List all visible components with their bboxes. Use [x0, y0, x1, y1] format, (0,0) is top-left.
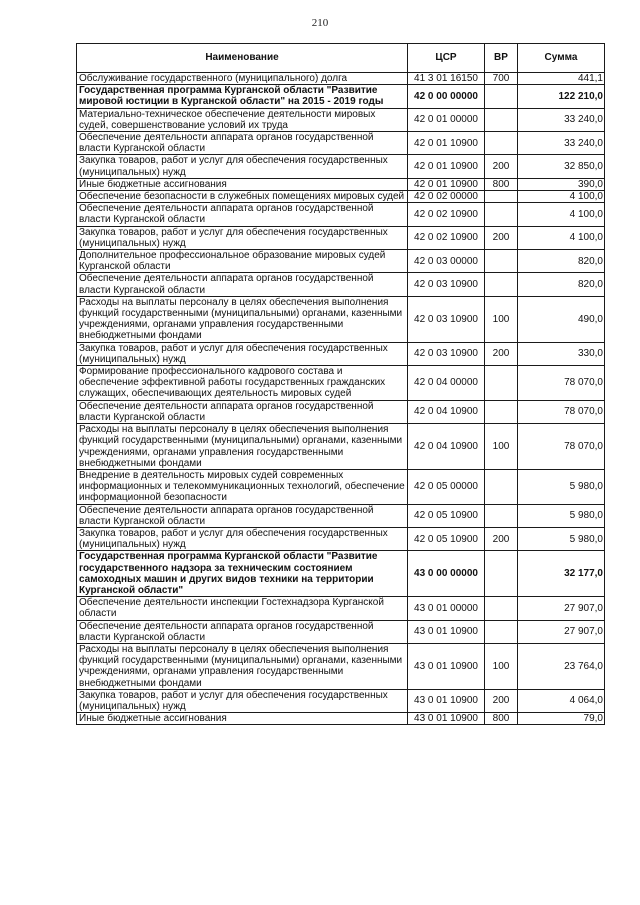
table-row: [77, 366, 605, 401]
row-sum-cell: 820,0: [518, 273, 605, 296]
row-name-cell: Государственная программа Курганской области "Развитие государственного надзора за техническим состоянием самоходных машин и других видов техники на территории Курганской области": [77, 551, 408, 597]
row-csr-cell: 42 0 03 10900: [408, 273, 485, 296]
row-vr-cell: 700: [485, 73, 518, 85]
row-sum-cell: 27 907,0: [518, 620, 605, 643]
row-name-cell: Обеспечение деятельности аппарата органов государственной власти Курганской области: [77, 504, 408, 527]
table-row: [77, 273, 605, 296]
row-csr-cell: 42 0 04 10900: [408, 424, 485, 470]
row-name-cell: Дополнительное профессиональное образование мировых судей Курганской области: [77, 250, 408, 273]
row-sum-cell: 390,0: [518, 178, 605, 190]
row-sum-cell: 5 980,0: [518, 504, 605, 527]
row-csr-cell: 42 0 03 10900: [408, 296, 485, 342]
row-vr-cell: [485, 132, 518, 155]
table-row: [77, 342, 605, 365]
table-row: [77, 689, 605, 712]
row-csr-cell: 43 0 01 00000: [408, 597, 485, 620]
row-sum-cell: 4 100,0: [518, 226, 605, 249]
program-row: [77, 85, 605, 108]
table-row: [77, 597, 605, 620]
row-vr-cell: 200: [485, 342, 518, 365]
row-sum-cell: 33 240,0: [518, 132, 605, 155]
row-sum-cell: 490,0: [518, 296, 605, 342]
table-row: [77, 504, 605, 527]
row-sum-cell: 78 070,0: [518, 366, 605, 401]
row-sum-cell: 441,1: [518, 73, 605, 85]
row-name-cell: Внедрение в деятельность мировых судей современных информационных и телекоммуникационных технологий, обеспечение информационной безопасности: [77, 469, 408, 504]
row-csr-cell: 42 0 01 10900: [408, 132, 485, 155]
table-row: [77, 424, 605, 470]
row-csr-cell: 42 0 03 00000: [408, 250, 485, 273]
row-name-cell: Обеспечение деятельности аппарата органов государственной власти Курганской области: [77, 132, 408, 155]
row-vr-cell: [485, 203, 518, 226]
row-csr-cell: 42 0 02 10900: [408, 226, 485, 249]
row-name-cell: Иные бюджетные ассигнования: [77, 178, 408, 190]
row-vr-cell: [485, 85, 518, 108]
row-sum-cell: 5 980,0: [518, 469, 605, 504]
row-name-cell: Обслуживание государственного (муниципального) долга: [77, 73, 408, 85]
row-name-cell: Обеспечение деятельности аппарата органов государственной власти Курганской области: [77, 620, 408, 643]
column-header-csr: ЦСР: [408, 44, 485, 73]
row-csr-cell: 42 0 03 10900: [408, 342, 485, 365]
row-sum-cell: 122 210,0: [518, 85, 605, 108]
row-vr-cell: [485, 620, 518, 643]
row-csr-cell: 42 0 00 00000: [408, 85, 485, 108]
table-row: [77, 203, 605, 226]
row-vr-cell: [485, 366, 518, 401]
program-row: [77, 551, 605, 597]
row-vr-cell: [485, 108, 518, 131]
row-csr-cell: 42 0 01 10900: [408, 178, 485, 190]
row-vr-cell: [485, 551, 518, 597]
row-sum-cell: 4 100,0: [518, 203, 605, 226]
table-row: [77, 226, 605, 249]
row-vr-cell: [485, 504, 518, 527]
row-sum-cell: 32 850,0: [518, 155, 605, 178]
row-vr-cell: 800: [485, 713, 518, 725]
table-row: [77, 132, 605, 155]
row-vr-cell: 200: [485, 226, 518, 249]
row-vr-cell: 200: [485, 155, 518, 178]
table-header-row: [77, 44, 605, 73]
row-sum-cell: 23 764,0: [518, 643, 605, 689]
row-vr-cell: [485, 191, 518, 203]
row-name-cell: Закупка товаров, работ и услуг для обеспечения государственных (муниципальных) нужд: [77, 689, 408, 712]
row-csr-cell: 42 0 05 00000: [408, 469, 485, 504]
table-row: [77, 108, 605, 131]
row-sum-cell: 27 907,0: [518, 597, 605, 620]
table-row: [77, 155, 605, 178]
row-name-cell: Закупка товаров, работ и услуг для обеспечения государственных (муниципальных) нужд: [77, 527, 408, 550]
row-name-cell: Формирование профессионального кадрового состава и обеспечение эффективной работы государственных гражданских служащих, обеспечивающих деятельность мировых судей: [77, 366, 408, 401]
row-sum-cell: 330,0: [518, 342, 605, 365]
row-csr-cell: 42 0 01 10900: [408, 155, 485, 178]
table-row: [77, 296, 605, 342]
row-sum-cell: 4 064,0: [518, 689, 605, 712]
row-name-cell: Расходы на выплаты персоналу в целях обеспечения выполнения функций государственными (муниципальными) органами, казенными учреждениями, органами управления государственными внебюджетными фондами: [77, 424, 408, 470]
row-vr-cell: [485, 273, 518, 296]
row-vr-cell: 100: [485, 296, 518, 342]
table-row: [77, 73, 605, 85]
table-row: [77, 178, 605, 190]
row-vr-cell: 100: [485, 424, 518, 470]
row-csr-cell: 42 0 01 00000: [408, 108, 485, 131]
table-row: [77, 469, 605, 504]
table-row: [77, 191, 605, 203]
table-row: [77, 400, 605, 423]
row-csr-cell: 42 0 04 00000: [408, 366, 485, 401]
row-name-cell: Государственная программа Курганской области "Развитие мировой юстиции в Курганской области" на 2015 - 2019 годы: [77, 85, 408, 108]
row-csr-cell: 41 3 01 16150: [408, 73, 485, 85]
row-csr-cell: 42 0 05 10900: [408, 504, 485, 527]
row-csr-cell: 43 0 00 00000: [408, 551, 485, 597]
page-number: 210: [311, 17, 329, 29]
row-sum-cell: 78 070,0: [518, 424, 605, 470]
row-vr-cell: 200: [485, 527, 518, 550]
row-name-cell: Обеспечение безопасности в служебных помещениях мировых судей: [77, 191, 408, 203]
table-row: [77, 713, 605, 725]
row-sum-cell: 4 100,0: [518, 191, 605, 203]
column-header-name: Наименование: [77, 44, 408, 73]
table-row: [77, 527, 605, 550]
row-sum-cell: 820,0: [518, 250, 605, 273]
row-name-cell: Расходы на выплаты персоналу в целях обеспечения выполнения функций государственными (муниципальными) органами, казенными учреждениями, органами управления государственными внебюджетными фондами: [77, 296, 408, 342]
row-name-cell: Иные бюджетные ассигнования: [77, 713, 408, 725]
row-sum-cell: 32 177,0: [518, 551, 605, 597]
table-body: [77, 73, 605, 725]
table-row: [77, 620, 605, 643]
row-vr-cell: [485, 400, 518, 423]
row-name-cell: Обеспечение деятельности аппарата органов государственной власти Курганской области: [77, 273, 408, 296]
row-csr-cell: 43 0 01 10900: [408, 643, 485, 689]
column-header-vr: ВР: [485, 44, 518, 73]
row-csr-cell: 43 0 01 10900: [408, 620, 485, 643]
table-row: [77, 643, 605, 689]
row-vr-cell: 200: [485, 689, 518, 712]
row-vr-cell: [485, 250, 518, 273]
row-name-cell: Материально-техническое обеспечение деятельности мировых судей, совершенствование условий их труда: [77, 108, 408, 131]
row-sum-cell: 79,0: [518, 713, 605, 725]
row-csr-cell: 42 0 04 10900: [408, 400, 485, 423]
row-csr-cell: 43 0 01 10900: [408, 689, 485, 712]
budget-table: [76, 43, 605, 725]
row-vr-cell: [485, 597, 518, 620]
row-name-cell: Обеспечение деятельности инспекции Гостехнадзора Курганской области: [77, 597, 408, 620]
table-row: [77, 250, 605, 273]
row-name-cell: Обеспечение деятельности аппарата органов государственной власти Курганской области: [77, 203, 408, 226]
row-csr-cell: 43 0 01 10900: [408, 713, 485, 725]
row-name-cell: Закупка товаров, работ и услуг для обеспечения государственных (муниципальных) нужд: [77, 155, 408, 178]
row-sum-cell: 33 240,0: [518, 108, 605, 131]
column-header-sum: Сумма: [518, 44, 605, 73]
row-name-cell: Обеспечение деятельности аппарата органов государственной власти Курганской области: [77, 400, 408, 423]
row-name-cell: Закупка товаров, работ и услуг для обеспечения государственных (муниципальных) нужд: [77, 226, 408, 249]
row-name-cell: Закупка товаров, работ и услуг для обеспечения государственных (муниципальных) нужд: [77, 342, 408, 365]
row-vr-cell: 100: [485, 643, 518, 689]
row-sum-cell: 5 980,0: [518, 527, 605, 550]
row-sum-cell: 78 070,0: [518, 400, 605, 423]
row-vr-cell: [485, 469, 518, 504]
row-name-cell: Расходы на выплаты персоналу в целях обеспечения выполнения функций государственными (муниципальными) органами, казенными учреждениями, органами управления государственными внебюджетными фондами: [77, 643, 408, 689]
row-csr-cell: 42 0 02 10900: [408, 203, 485, 226]
row-csr-cell: 42 0 05 10900: [408, 527, 485, 550]
row-csr-cell: 42 0 02 00000: [408, 191, 485, 203]
row-vr-cell: 800: [485, 178, 518, 190]
